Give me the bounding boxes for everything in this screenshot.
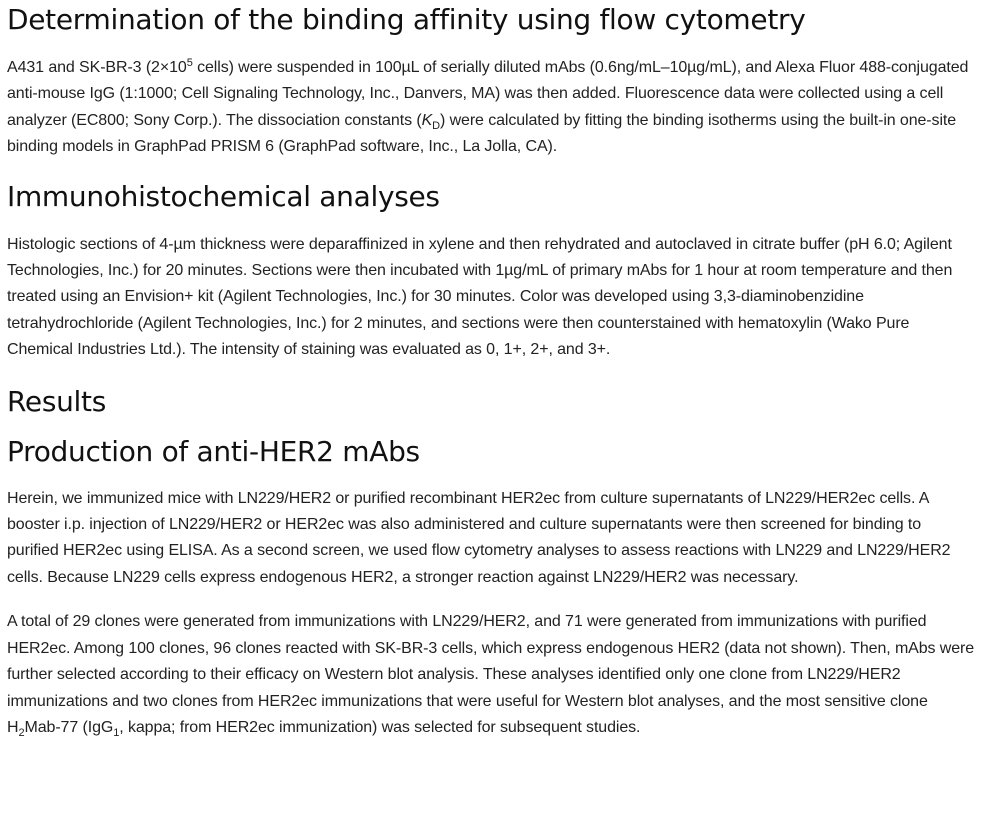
paragraph-immunohistochemical: Histologic sections of 4-µm thickness were deparaffinized in xylene and then rehydrated and autoclaved in citrate buffer (pH 6.0; Agilent Technologies, Inc.) for 20 minutes. Sections were then incubated with 1µg/mL of primary mAbs for 1 hour at room temperature and then treated using an Envision+ kit (Agilent Technologies, Inc.) for 30 minutes. Color was developed using 3,3-diaminobenzidine tetrahydrochloride (Agilent Technologies, Inc.) for 2 minutes, and sections were then counterstained with hematoxylin (Wako Pure Chemical Industries Ltd.). The intensity of staining was evaluated as 0, 1+, 2+, and 3+. [7, 235, 953, 359]
subscript: D [432, 119, 440, 132]
kd-symbol: K [421, 111, 433, 129]
section-heading-production: Production of anti-HER2 mAbs [7, 434, 420, 468]
text-run: , kappa; from HER2ec immunization) was selected for subsequent studies. [119, 718, 641, 736]
text-run: Mab-77 (IgG [24, 718, 114, 736]
text-run: A total of 29 clones were generated from immunizations with LN229/HER2, and 71 were generated from immunizations with purified HER2ec. Among 100 clones, 96 clones reacted with SK-BR-3 cells, which express endogenous HER2 (data not shown). Then, mAbs were further selected according to their efficacy on Western blot analysis. These analyses identified only one clone from LN229/HER2 immunizations and two clones from HER2ec immunizations that were useful for Western blot analyses, and the most sensitive clone H [7, 613, 975, 736]
section-heading-immunohistochemical: Immunohistochemical analyses [7, 179, 440, 213]
paragraph-production-2 [7, 609, 977, 741]
subscript: 1 [113, 726, 120, 739]
paragraph-binding-affinity [7, 55, 977, 161]
paragraph-production-1: Herein, we immunized mice with LN229/HER2 or purified recombinant HER2ec from culture supernatants of LN229/HER2ec cells. A booster i.p. injection of LN229/HER2 or HER2ec was also administered and culture supernatants were then screened for binding to purified HER2ec using ELISA. As a second screen, we used flow cytometry analyses to assess reactions with LN229 and LN229/HER2 cells. Because LN229 cells express endogenous HER2, a stronger reaction against LN229/HER2 was necessary. [7, 489, 951, 586]
text-run: ) were calculated by fitting the binding isotherms using the built-in one-site binding models in GraphPad PRISM 6 (GraphPad software, Inc., La Jolla, CA). [7, 111, 957, 156]
text-run: A431 and SK-BR-3 (2×10 [7, 59, 187, 76]
superscript: 5 [186, 57, 193, 69]
text-run: cells) were suspended in 100µL of serially diluted mAbs (0.6ng/mL–10µg/mL), and Alexa Fluor 488-conjugated anti-mouse IgG (1:1000; Cell Signaling Technology, Inc., Danvers, MA) was then added. Fluorescence data were collected using a cell analyzer (EC800; Sony Corp.). The dissociation constants ( [7, 59, 969, 129]
section-heading-results: Results [7, 384, 107, 418]
subscript: 2 [18, 726, 25, 739]
section-heading-binding-affinity: Determination of the binding affinity using flow cytometry [7, 3, 806, 36]
article-body [7, 0, 977, 741]
